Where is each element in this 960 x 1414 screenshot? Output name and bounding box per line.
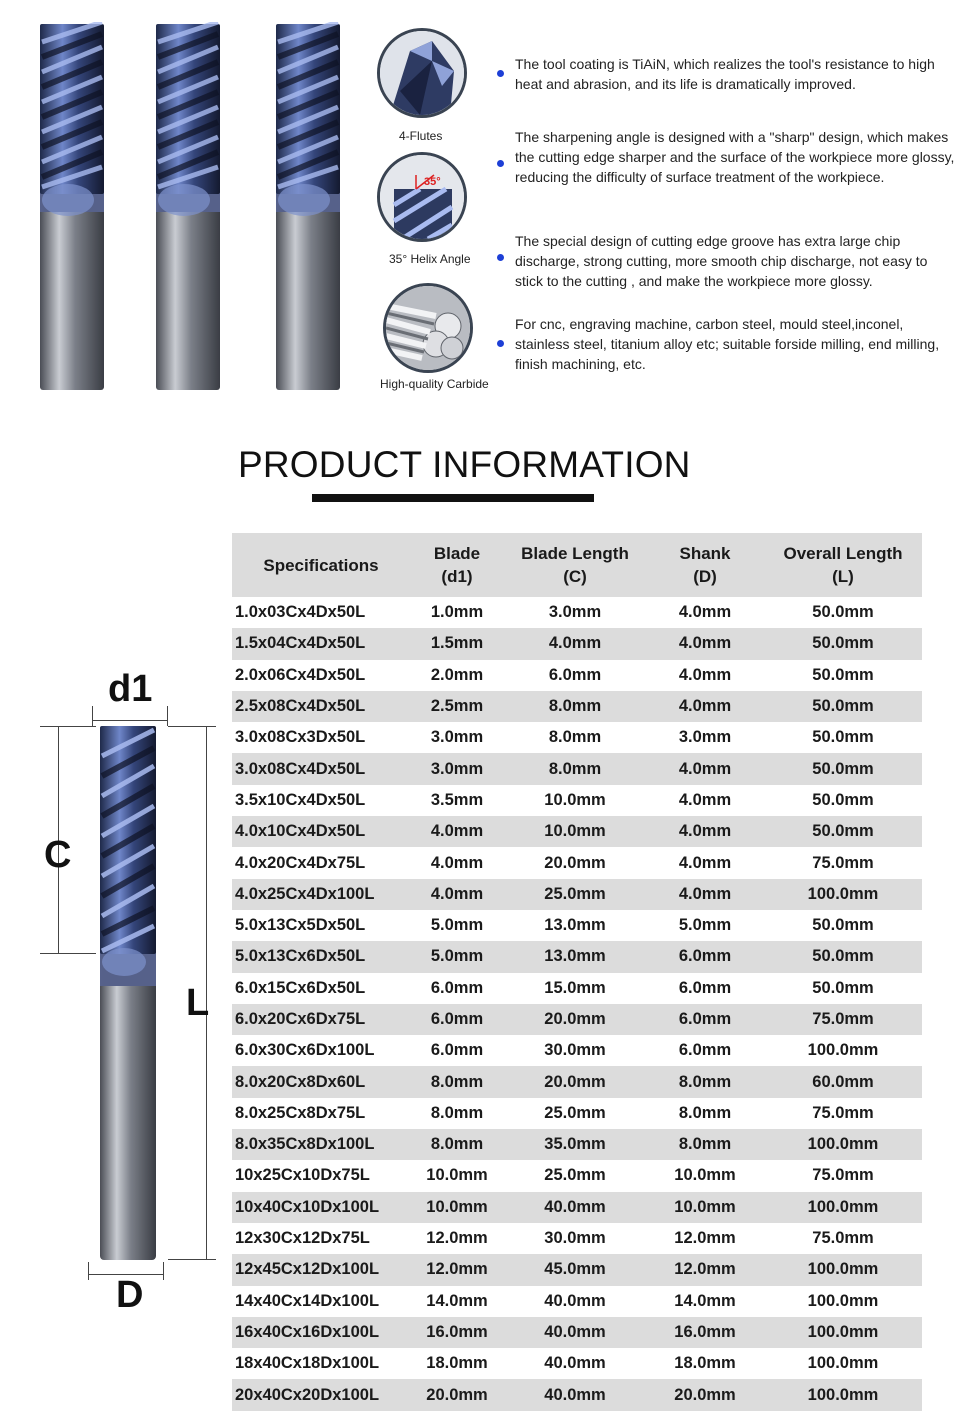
table-cell: 14.0mm xyxy=(410,1286,504,1317)
table-cell: 50.0mm xyxy=(764,973,922,1004)
table-cell: 6.0x15Cx6Dx50L xyxy=(232,973,410,1004)
table-cell: 18.0mm xyxy=(410,1348,504,1379)
table-cell: 4.0mm xyxy=(646,660,764,691)
table-cell: 2.5x08Cx4Dx50L xyxy=(232,691,410,722)
table-row xyxy=(232,1379,922,1410)
table-cell: 50.0mm xyxy=(764,597,922,628)
table-cell: 12.0mm xyxy=(646,1223,764,1254)
table-cell: 1.0x03Cx4Dx50L xyxy=(232,597,410,628)
feature-text: For cnc, engraving machine, carbon steel, mould steel,inconel, stainless steel, titanium alloy etc; suitable forside milling, end milling, finish machining, etc. xyxy=(515,316,940,372)
table-cell: 4.0mm xyxy=(410,816,504,847)
table-cell: 3.0mm xyxy=(504,597,646,628)
table-cell: 6.0x20Cx6Dx75L xyxy=(232,1004,410,1035)
table-cell: 4.0mm xyxy=(504,628,646,659)
table-row xyxy=(232,1035,922,1066)
table-cell: 8.0mm xyxy=(504,753,646,784)
table-cell: 3.0x08Cx4Dx50L xyxy=(232,753,410,784)
table-row xyxy=(232,753,922,784)
table-cell: 4.0x20Cx4Dx75L xyxy=(232,847,410,878)
table-cell: 6.0mm xyxy=(410,973,504,1004)
table-cell: 2.0x06Cx4Dx50L xyxy=(232,660,410,691)
l-label: L xyxy=(186,982,210,1024)
table-cell: 8.0mm xyxy=(504,691,646,722)
table-cell: 40.0mm xyxy=(504,1286,646,1317)
d1-label: d1 xyxy=(108,668,153,710)
table-cell: 4.0mm xyxy=(646,628,764,659)
table-cell: 12.0mm xyxy=(410,1223,504,1254)
table-cell: 10.0mm xyxy=(646,1192,764,1223)
table-cell: 12.0mm xyxy=(646,1254,764,1285)
table-cell: 30.0mm xyxy=(504,1223,646,1254)
table-row xyxy=(232,785,922,816)
table-cell: 6.0x30Cx6Dx100L xyxy=(232,1035,410,1066)
d-label: D xyxy=(116,1274,144,1316)
table-row xyxy=(232,1286,922,1317)
table-cell: 4.0mm xyxy=(410,847,504,878)
table-cell: 3.5x10Cx4Dx50L xyxy=(232,785,410,816)
table-row xyxy=(232,628,922,659)
table-cell: 4.0mm xyxy=(646,597,764,628)
feature-text: The sharpening angle is designed with a "sharp" design, which makes the cutting edge sharper and the surface of the workpiece more glossy, reducing the difficulty of surface treatment of the workpiece. xyxy=(515,129,955,185)
table-cell: 18x40Cx18Dx100L xyxy=(232,1348,410,1379)
table-cell: 3.0x08Cx3Dx50L xyxy=(232,722,410,753)
dimension-tick xyxy=(88,1262,89,1280)
d1-dimension-line xyxy=(92,720,168,721)
end-mill-photo xyxy=(38,22,106,390)
table-cell: 10.0mm xyxy=(410,1160,504,1191)
table-cell: 50.0mm xyxy=(764,941,922,972)
table-cell: 1.0mm xyxy=(410,597,504,628)
table-cell: 100.0mm xyxy=(764,1129,922,1160)
table-cell: 10.0mm xyxy=(504,816,646,847)
table-cell: 40.0mm xyxy=(504,1192,646,1223)
table-row xyxy=(232,973,922,1004)
table-row xyxy=(232,879,922,910)
table-row xyxy=(232,1348,922,1379)
table-row xyxy=(232,1004,922,1035)
table-cell: 10.0mm xyxy=(410,1192,504,1223)
table-cell: 50.0mm xyxy=(764,691,922,722)
table-cell: 8.0mm xyxy=(646,1129,764,1160)
table-cell: 6.0mm xyxy=(410,1035,504,1066)
table-cell: 50.0mm xyxy=(764,722,922,753)
table-row xyxy=(232,1098,922,1129)
table-cell: 100.0mm xyxy=(764,1035,922,1066)
table-cell: 5.0x13Cx6Dx50L xyxy=(232,941,410,972)
table-cell: 12.0mm xyxy=(410,1254,504,1285)
table-cell: 12x30Cx12Dx75L xyxy=(232,1223,410,1254)
table-cell: 4.0x10Cx4Dx50L xyxy=(232,816,410,847)
table-row xyxy=(232,847,922,878)
table-cell: 20.0mm xyxy=(504,1066,646,1097)
table-cell: 4.0mm xyxy=(410,879,504,910)
table-cell: 14.0mm xyxy=(646,1286,764,1317)
table-cell: 75.0mm xyxy=(764,1098,922,1129)
table-cell: 35.0mm xyxy=(504,1129,646,1160)
title-underline xyxy=(312,494,594,502)
table-cell: 50.0mm xyxy=(764,785,922,816)
end-mill-diagram xyxy=(94,726,166,1260)
table-cell: 2.0mm xyxy=(410,660,504,691)
table-cell: 20.0mm xyxy=(504,847,646,878)
table-cell: 75.0mm xyxy=(764,1160,922,1191)
table-cell: 1.5mm xyxy=(410,628,504,659)
end-mill-photo xyxy=(154,22,222,390)
table-cell: 50.0mm xyxy=(764,910,922,941)
table-cell: 50.0mm xyxy=(764,753,922,784)
table-cell: 3.0mm xyxy=(646,722,764,753)
table-cell: 13.0mm xyxy=(504,941,646,972)
table-cell: 60.0mm xyxy=(764,1066,922,1097)
table-row xyxy=(232,816,922,847)
table-cell: 75.0mm xyxy=(764,1223,922,1254)
table-cell: 13.0mm xyxy=(504,910,646,941)
feature-caption: 4-Flutes xyxy=(399,129,443,143)
table-cell: 8.0x25Cx8Dx75L xyxy=(232,1098,410,1129)
table-cell: 4.0x25Cx4Dx100L xyxy=(232,879,410,910)
table-cell: 6.0mm xyxy=(646,973,764,1004)
table-cell: 75.0mm xyxy=(764,1004,922,1035)
bullet-icon xyxy=(497,254,504,261)
bullet-icon xyxy=(497,70,504,77)
table-cell: 6.0mm xyxy=(646,1004,764,1035)
end-mill-photo xyxy=(274,22,342,390)
table-cell: 8.0mm xyxy=(504,722,646,753)
table-cell: 10x25Cx10Dx75L xyxy=(232,1160,410,1191)
table-cell: 10x40Cx10Dx100L xyxy=(232,1192,410,1223)
table-cell: 10.0mm xyxy=(504,785,646,816)
carbide-rods-icon xyxy=(383,283,473,373)
dimension-tick xyxy=(40,953,96,954)
table-cell: 25.0mm xyxy=(504,1098,646,1129)
table-cell: 4.0mm xyxy=(646,753,764,784)
feature-text: The tool coating is TiAiN, which realizes the tool's resistance to high heat and abrasion, and its life is dramatically improved. xyxy=(515,56,935,92)
table-row xyxy=(232,660,922,691)
table-cell: 12x45Cx12Dx100L xyxy=(232,1254,410,1285)
table-cell: 6.0mm xyxy=(646,941,764,972)
table-row xyxy=(232,722,922,753)
table-cell: 2.5mm xyxy=(410,691,504,722)
table-row xyxy=(232,910,922,941)
table-cell: 40.0mm xyxy=(504,1348,646,1379)
table-cell: 5.0mm xyxy=(410,941,504,972)
table-cell: 15.0mm xyxy=(504,973,646,1004)
table-row xyxy=(232,1129,922,1160)
table-cell: 10.0mm xyxy=(646,1160,764,1191)
table-cell: 4.0mm xyxy=(646,816,764,847)
column-header: Specifications xyxy=(232,533,410,597)
table-cell: 50.0mm xyxy=(764,660,922,691)
table-cell: 4.0mm xyxy=(646,691,764,722)
table-cell: 25.0mm xyxy=(504,879,646,910)
table-row xyxy=(232,941,922,972)
table-cell: 6.0mm xyxy=(504,660,646,691)
column-header: Shank (D) xyxy=(646,533,764,597)
table-cell: 3.5mm xyxy=(410,785,504,816)
table-header-row xyxy=(232,533,922,597)
table-cell: 4.0mm xyxy=(646,879,764,910)
table-cell: 50.0mm xyxy=(764,628,922,659)
table-cell: 100.0mm xyxy=(764,1379,922,1410)
dimension-tick xyxy=(168,726,216,727)
table-cell: 40.0mm xyxy=(504,1317,646,1348)
table-cell: 8.0mm xyxy=(646,1066,764,1097)
table-cell: 1.5x04Cx4Dx50L xyxy=(232,628,410,659)
table-cell: 8.0mm xyxy=(410,1066,504,1097)
table-cell: 100.0mm xyxy=(764,1317,922,1348)
section-title: PRODUCT INFORMATION xyxy=(238,444,691,485)
table-cell: 30.0mm xyxy=(504,1035,646,1066)
table-cell: 100.0mm xyxy=(764,1254,922,1285)
table-cell: 14x40Cx14Dx100L xyxy=(232,1286,410,1317)
table-cell: 20.0mm xyxy=(504,1004,646,1035)
table-cell: 3.0mm xyxy=(410,722,504,753)
table-cell: 20x40Cx20Dx100L xyxy=(232,1379,410,1410)
table-cell: 8.0mm xyxy=(410,1098,504,1129)
table-cell: 4.0mm xyxy=(646,847,764,878)
table-row xyxy=(232,597,922,628)
feature-caption: 35° Helix Angle xyxy=(389,252,471,266)
table-cell: 4.0mm xyxy=(646,785,764,816)
table-cell: 8.0x20Cx8Dx60L xyxy=(232,1066,410,1097)
table-cell: 3.0mm xyxy=(410,753,504,784)
table-row xyxy=(232,1066,922,1097)
table-cell: 20.0mm xyxy=(410,1379,504,1410)
table-row xyxy=(232,1160,922,1191)
table-cell: 8.0mm xyxy=(410,1129,504,1160)
table-cell: 16.0mm xyxy=(410,1317,504,1348)
feature-text: The special design of cutting edge groove has extra large chip discharge, strong cutting, more smooth chip discharge, not easy to stick to the cutting , and make the workpiece more glossy. xyxy=(515,233,928,289)
table-cell: 75.0mm xyxy=(764,847,922,878)
table-cell: 8.0x35Cx8Dx100L xyxy=(232,1129,410,1160)
table-cell: 6.0mm xyxy=(410,1004,504,1035)
table-cell: 5.0mm xyxy=(646,910,764,941)
table-cell: 100.0mm xyxy=(764,1192,922,1223)
dimension-tick xyxy=(40,726,96,727)
table-cell: 100.0mm xyxy=(764,1286,922,1317)
table-cell: 16x40Cx16Dx100L xyxy=(232,1317,410,1348)
table-cell: 18.0mm xyxy=(646,1348,764,1379)
table-cell: 5.0x13Cx5Dx50L xyxy=(232,910,410,941)
column-header: Blade Length (C) xyxy=(504,533,646,597)
table-row xyxy=(232,691,922,722)
bullet-icon xyxy=(497,340,504,347)
table-row xyxy=(232,1317,922,1348)
helix-angle-badge: 35° xyxy=(424,176,441,188)
dimension-tick xyxy=(92,706,93,726)
table-cell: 45.0mm xyxy=(504,1254,646,1285)
spec-table xyxy=(232,533,922,1411)
table-cell: 25.0mm xyxy=(504,1160,646,1191)
table-cell: 40.0mm xyxy=(504,1379,646,1410)
column-header: Overall Length (L) xyxy=(764,533,922,597)
dimension-tick xyxy=(167,706,168,726)
helix-angle-icon xyxy=(377,152,467,242)
table-row xyxy=(232,1192,922,1223)
column-header: Blade (d1) xyxy=(410,533,504,597)
table-cell: 6.0mm xyxy=(646,1035,764,1066)
table-cell: 50.0mm xyxy=(764,816,922,847)
table-cell: 5.0mm xyxy=(410,910,504,941)
table-cell: 100.0mm xyxy=(764,879,922,910)
bullet-icon xyxy=(497,160,504,167)
table-cell: 20.0mm xyxy=(646,1379,764,1410)
table-cell: 8.0mm xyxy=(646,1098,764,1129)
table-cell: 100.0mm xyxy=(764,1348,922,1379)
table-cell: 16.0mm xyxy=(646,1317,764,1348)
table-row xyxy=(232,1254,922,1285)
feature-caption: High-quality Carbide xyxy=(380,377,489,391)
c-label: C xyxy=(44,834,72,876)
flutes-icon xyxy=(377,28,467,118)
dimension-tick xyxy=(163,1262,164,1280)
table-row xyxy=(232,1223,922,1254)
dimension-tick xyxy=(168,1259,216,1260)
